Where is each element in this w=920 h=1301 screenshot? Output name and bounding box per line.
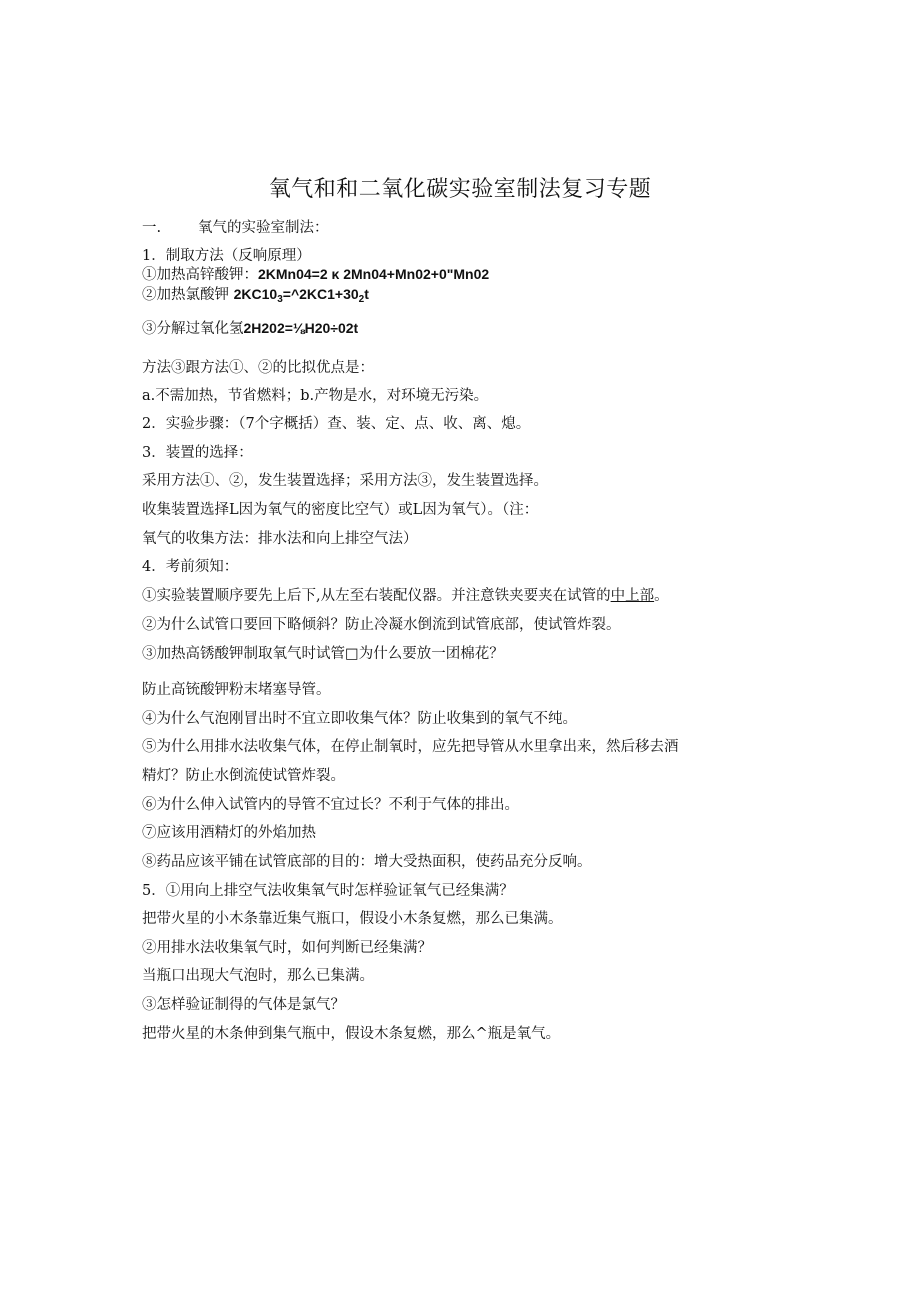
text-line: 1．制取方法（反响原理） (142, 248, 311, 264)
formula-line (142, 284, 369, 310)
text-segment: 。 (654, 588, 669, 604)
formula-part: 2KC10 (233, 286, 278, 302)
text-line: ⑥为什么伸入试管内的导管不宜过长？不利于气体的排出。 (142, 797, 519, 813)
section-number: 一. (142, 220, 162, 236)
text-line: 把带火星的小木条靠近集气瓶口，假设小木条复燃，那么已集满。 (142, 911, 563, 927)
text-line: ④为什么气泡刚冒出时不宜立即收集气体？防止收集到的氧气不纯。 (142, 711, 577, 727)
text-line: 方法③跟方法①、②的比拟优点是： (142, 360, 374, 376)
section-heading-text: 氧气的实验室制法： (198, 220, 329, 236)
text-line: a.不需加热，节省燃料；b.产物是水，对环境无污染。 (142, 388, 489, 404)
section-heading (142, 218, 329, 238)
chemical-formula: 2H202=⅛H20÷02t (243, 320, 359, 336)
text-line: 2．实验步骤：（7个字概括）查、装、定、点、收、离、熄。 (142, 416, 531, 432)
text-line: 防止高铳酸钾粉末堵塞导管。 (142, 682, 331, 698)
formula-line (142, 264, 489, 285)
text-line: 精灯？防止水倒流使试管炸裂。 (142, 768, 345, 784)
text-line: 3．装置的选择： (142, 445, 253, 461)
formula-label: ③分解过氧化氢 (142, 321, 244, 337)
text-line: 4．考前须知： (142, 559, 239, 575)
formula-part: =^2KC1+30 (282, 286, 359, 302)
text-line: ②为什么试管口要回下略倾斜？防止冷凝水倒流到试管底部，使试管炸裂。 (142, 617, 621, 633)
chemical-formula (233, 286, 369, 305)
text-line: 把带火星的木条伸到集气瓶中，假设木条复燃，那么^瓶是氧气。 (142, 1026, 561, 1042)
formula-subscript: 3 (277, 294, 283, 305)
text-line: ⑧药品应该平铺在试管底部的目的：增大受热面积，使药品充分反响。 (142, 854, 592, 870)
text-line: ③怎样验证制得的气体是氯气？ (142, 997, 345, 1013)
text-line: ⑦应该用酒精灯的外焰加热 (142, 825, 316, 841)
text-segment: ①实验装置顺序要先上后下,从左至右装配仪器。并注意铁夹要夹在试管的 (142, 588, 611, 604)
underlined-text: 中上部 (610, 588, 655, 604)
formula-label: ②加热氯酸钾 (142, 287, 229, 303)
formula-line (142, 318, 358, 339)
formula-part: t (364, 286, 369, 302)
text-line (142, 586, 669, 606)
text-line: 5．①用向上排空气法收集氧气时怎样验证氧气已经集满？ (142, 883, 514, 899)
text-line: ②用排水法收集氧气时，如何判断已经集满？ (142, 940, 432, 956)
text-line: ③加热高锈酸钾制取氧气时试管□为什么要放一团棉花？ (142, 646, 504, 662)
text-line: 收集装置选择L因为氧气的密度比空气）或L因为氧气）。（注： (142, 502, 539, 518)
document-title: 氧气和和二氧化碳实验室制法复习专题 (268, 177, 652, 202)
formula-subscript: 2 (358, 294, 365, 305)
chemical-formula: 2KMn04=2 κ 2Mn04+Mn02+0"Mn02 (258, 266, 490, 282)
text-line: 采用方法①、②，发生装置选择；采用方法③，发生装置选择。 (142, 473, 548, 489)
text-line: 氧气的收集方法：排水法和向上排空气法） (142, 531, 418, 547)
text-line: 当瓶口出现大气泡时，那么已集满。 (142, 968, 374, 984)
text-line: ⑤为什么用排水法收集气体，在停止制氧时，应先把导管从水里拿出来，然后移去酒 (142, 739, 679, 755)
formula-label: ①加热高锌酸钾： (142, 267, 258, 283)
